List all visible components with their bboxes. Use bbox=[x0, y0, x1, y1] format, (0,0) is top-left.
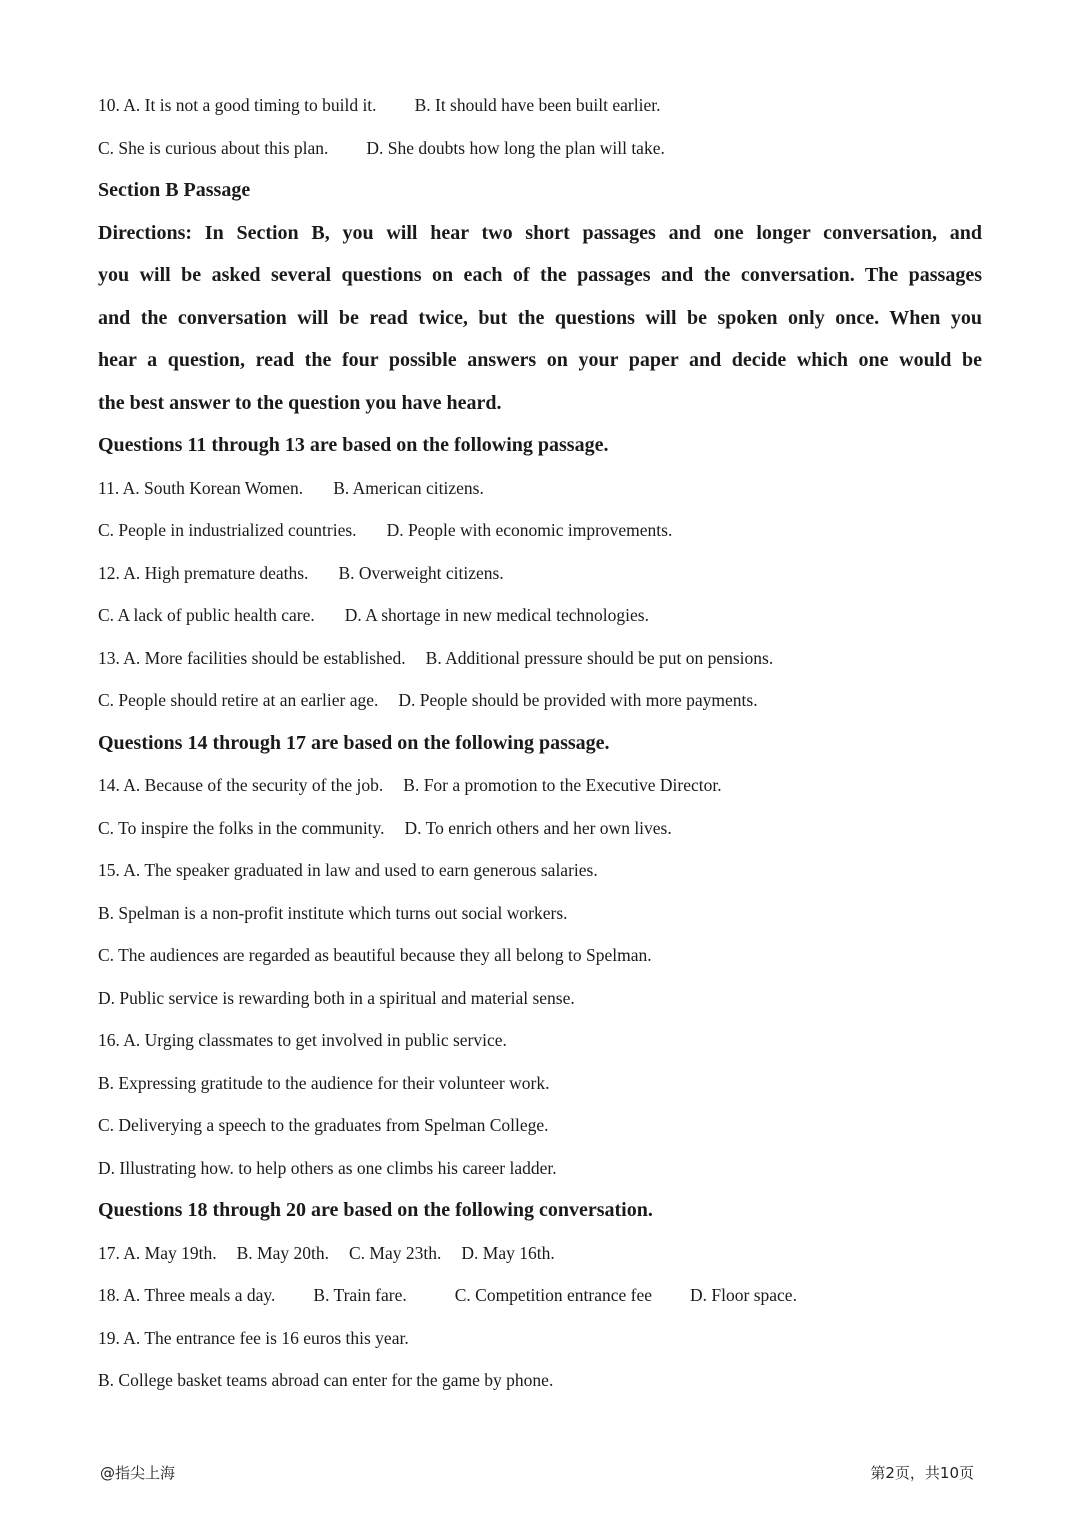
q14-option-d: D. To enrich others and her own lives. bbox=[404, 817, 672, 838]
directions-line-1: Directions: In Section B, you will hear two short passages and one longer conversation, and bbox=[98, 221, 982, 244]
q19-option-a: 19. A. The entrance fee is 16 euros this year. bbox=[98, 1327, 409, 1348]
q16-option-c: C. Deliverying a speech to the graduates from Spelman College. bbox=[98, 1115, 549, 1135]
q18-line bbox=[98, 1274, 982, 1317]
q16-option-a: 16. A. Urging classmates to get involved in public service. bbox=[98, 1030, 507, 1050]
directions-line-5: the best answer to the question you have heard. bbox=[98, 391, 502, 414]
group1-heading: Questions 11 through 13 are based on the following passage. bbox=[98, 434, 609, 456]
q12-line-ab bbox=[98, 552, 982, 595]
q16-option-b: B. Expressing gratitude to the audience for their volunteer work. bbox=[98, 1072, 550, 1093]
q18-option-a: 18. A. Three meals a day. bbox=[98, 1285, 276, 1305]
q17-option-b: B. May 20th. bbox=[236, 1242, 329, 1263]
footer-page-number: 第2页，共10页 bbox=[870, 1464, 974, 1482]
q13-option-a: 13. A. More facilities should be established. bbox=[98, 647, 406, 668]
q10-option-d: D. She doubts how long the plan will take. bbox=[366, 137, 665, 158]
exam-page bbox=[98, 84, 982, 1402]
q17-option-a: 17. A. May 19th. bbox=[98, 1242, 217, 1263]
q10-option-b: B. It should have been built earlier. bbox=[414, 95, 661, 115]
q12-option-b: B. Overweight citizens. bbox=[338, 562, 504, 583]
q16-option-d: D. Illustrating how. to help others as one climbs his career ladder. bbox=[98, 1157, 557, 1178]
q10-line-ab bbox=[98, 84, 982, 127]
q13-option-c: C. People should retire at an earlier age. bbox=[98, 690, 379, 710]
q18-option-c: C. Competition entrance fee bbox=[454, 1285, 653, 1305]
q14-line-cd bbox=[98, 807, 982, 850]
q14-option-a: 14. A. Because of the security of the job. bbox=[98, 775, 384, 795]
q14-line-ab bbox=[98, 764, 982, 807]
q11-option-c: C. People in industrialized countries. bbox=[98, 520, 357, 540]
section-b-title: Section B Passage bbox=[98, 179, 251, 201]
q13-line-ab bbox=[98, 637, 982, 680]
q10-option-c: C. She is curious about this plan. bbox=[98, 137, 329, 158]
directions-line-3: and the conversation will be read twice, but the questions will be spoken only once. When you bbox=[98, 306, 982, 329]
q13-option-d: D. People should be provided with more payments. bbox=[398, 690, 758, 710]
q10-line-cd bbox=[98, 127, 982, 170]
q15-option-b: B. Spelman is a non-profit institute which turns out social workers. bbox=[98, 902, 568, 923]
q18-option-d: D. Floor space. bbox=[690, 1285, 797, 1305]
q15-option-a: 15. A. The speaker graduated in law and used to earn generous salaries. bbox=[98, 860, 598, 880]
q17-option-c: C. May 23th. bbox=[349, 1242, 442, 1263]
q11-line-cd bbox=[98, 509, 982, 552]
q12-option-a: 12. A. High premature deaths. bbox=[98, 562, 309, 583]
q12-option-d: D. A shortage in new medical technologies. bbox=[344, 605, 649, 625]
q12-option-c: C. A lack of public health care. bbox=[98, 605, 315, 625]
q15-option-d: D. Public service is rewarding both in a spiritual and material sense. bbox=[98, 987, 575, 1008]
directions-line-2: you will be asked several questions on each of the passages and the conversation. The passages bbox=[98, 264, 982, 286]
q13-option-b: B. Additional pressure should be put on pensions. bbox=[425, 647, 774, 668]
q12-line-cd bbox=[98, 594, 982, 637]
footer-source: @指尖上海 bbox=[100, 1464, 176, 1482]
group2-heading: Questions 14 through 17 are based on the following passage. bbox=[98, 731, 610, 754]
q14-option-c: C. To inspire the folks in the community. bbox=[98, 817, 385, 838]
directions-line-4: hear a question, read the four possible answers on your paper and decide which one would be bbox=[98, 349, 982, 371]
q17-option-d: D. May 16th. bbox=[461, 1242, 555, 1263]
q11-option-a: 11. A. South Korean Women. bbox=[98, 477, 304, 498]
q18-option-b: B. Train fare. bbox=[313, 1285, 407, 1305]
q17-line bbox=[98, 1232, 982, 1275]
q14-option-b: B. For a promotion to the Executive Director. bbox=[403, 775, 722, 795]
q10-option-a: 10. A. It is not a good timing to build it. bbox=[98, 95, 377, 115]
group3-heading: Questions 18 through 20 are based on the following conversation. bbox=[98, 1199, 653, 1221]
q11-option-d: D. People with economic improvements. bbox=[386, 520, 673, 540]
q11-option-b: B. American citizens. bbox=[333, 477, 484, 498]
q13-line-cd bbox=[98, 679, 982, 722]
q15-option-c: C. The audiences are regarded as beautiful because they all belong to Spelman. bbox=[98, 945, 652, 965]
q19-option-b: B. College basket teams abroad can enter for the game by phone. bbox=[98, 1370, 554, 1390]
q11-line-ab bbox=[98, 467, 982, 510]
